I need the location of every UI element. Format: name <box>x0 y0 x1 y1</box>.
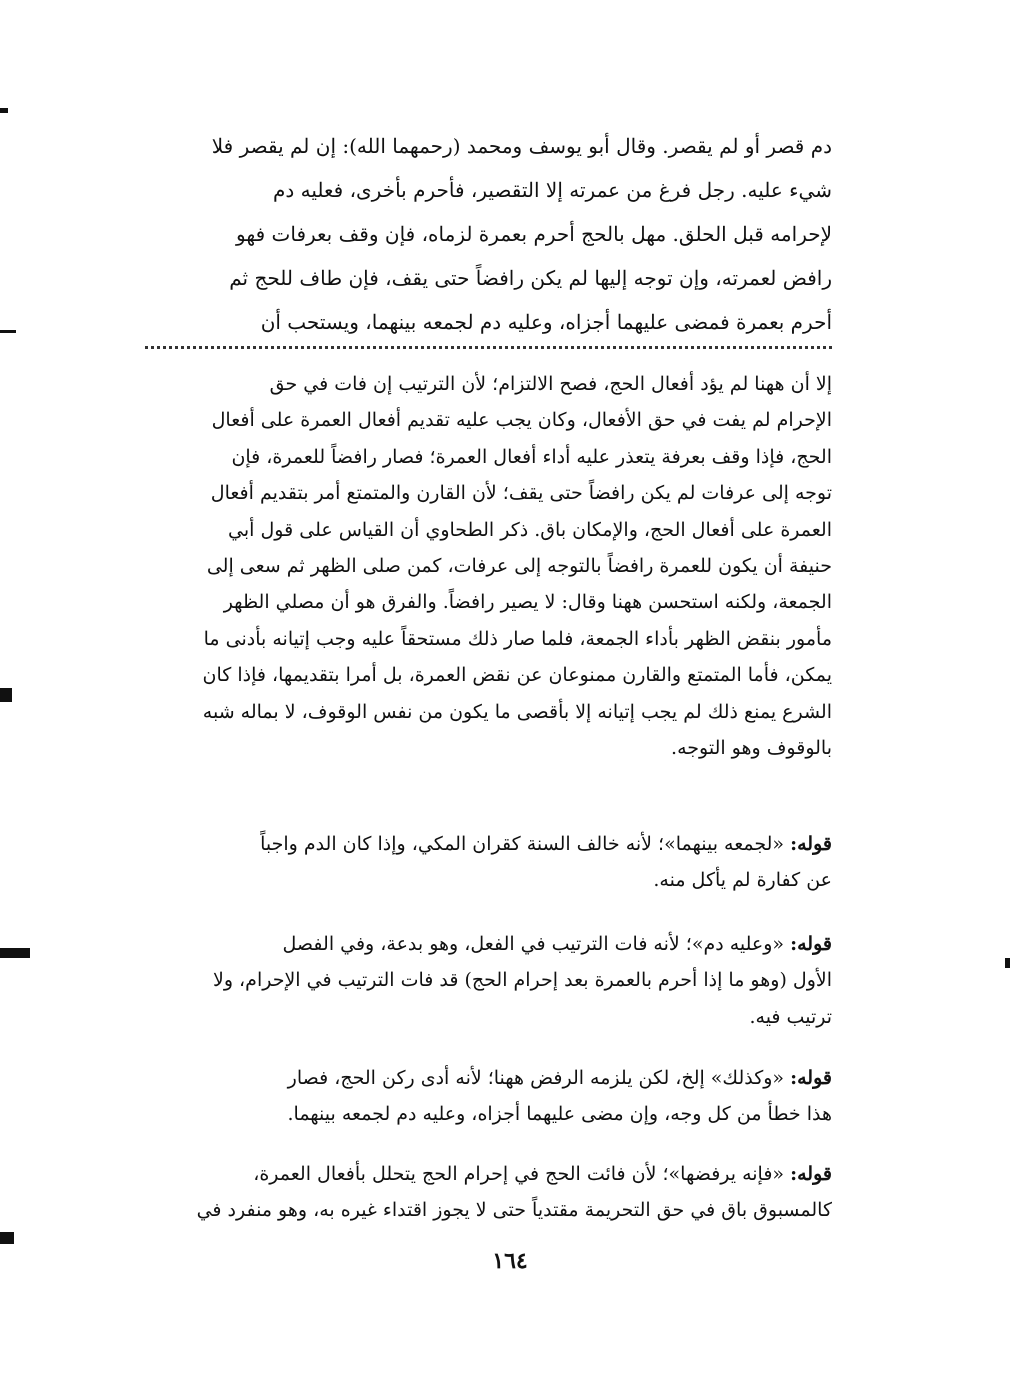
commentary-line: العمرة على أفعال الحج، والإمكان باق. ذكر الطحاوي أن القياس على قول أبي <box>228 518 832 541</box>
scan-mark <box>0 1232 14 1244</box>
scan-mark <box>0 948 30 958</box>
note-paragraph <box>138 826 832 899</box>
scan-mark <box>0 330 16 333</box>
commentary-line: إلا أن ههنا لم يؤد أفعال الحج، فصح الالتزام؛ لأن الترتيب إن فات في حق <box>269 373 832 395</box>
commentary-line: حنيفة أن يكون للعمرة رافضاً بالتوجه إلى عرفات، كمن صلى الظهر ثم سعى إلى <box>206 554 832 577</box>
note-line <box>138 1156 832 1192</box>
main-line: لإحرامه قبل الحلق. مهل بالحج أحرم بعمرة لزماه، فإن وقف بعرفات فهو <box>236 222 832 246</box>
note-line <box>138 826 832 862</box>
commentary-line: الإحرام لم يفت في حق الأفعال، وكان يجب عليه تقديم أفعال العمرة على أفعال <box>211 409 832 432</box>
dotted-separator <box>145 346 832 352</box>
note-line: الأول (وهو ما إذا أحرم بالعمرة بعد إحرام الحج) قد فات الترتيب في الإحرام، ولا <box>213 969 832 992</box>
note-text: «فإنه يرفضها»؛ لأن فائت الحج في إحرام الحج يتحلل بأفعال العمرة، <box>253 1163 785 1185</box>
main-line: أحرم بعمرة فمضى عليهما أجزاه، وعليه دم لجمعه بينهما، ويستحب أن <box>260 310 832 334</box>
commentary-line: الشرع يمنع ذلك لم يجب إتيانه إلا بأقصى ما يكون من نفس الوقوف، لا بماله شبه <box>202 700 832 723</box>
commentary-line: توجه إلى عرفات لم يكن رافضاً حتى يقف؛ لأن القارن والمتمتع أمر بتقديم أفعال <box>210 482 832 505</box>
note-line: عن كفارة لم يأكل منه. <box>653 869 832 892</box>
note-line: كالمسبوق باق في حق التحريمة مقتدياً حتى لا يجوز اقتداء غيره به، وهو منفرد في <box>196 1199 832 1222</box>
note-line: هذا خطأ من كل وجه، وإن مضى عليهما أجزاه، وعليه دم لجمعه بينهما. <box>287 1103 832 1126</box>
main-line: دم قصر أو لم يقصر. وقال أبو يوسف ومحمد (رحمهما الله): إن لم يقصر فلا <box>211 134 832 158</box>
scan-mark <box>0 108 8 113</box>
note-line: ترتيب فيه. <box>749 1005 832 1028</box>
commentary-line: بالوقوف وهو التوجه. <box>671 736 832 759</box>
note-paragraph <box>138 926 832 1035</box>
scan-mark <box>0 688 12 702</box>
main-line: شيء عليه. رجل فرغ من عمرته إلا التقصير، فأحرم بأخرى، فعليه دم <box>272 178 832 202</box>
commentary-text <box>138 366 832 766</box>
note-keyword: قوله: <box>790 1163 832 1185</box>
note-line <box>138 926 832 962</box>
scan-mark <box>1005 958 1010 968</box>
note-text: «وعليه دم»؛ لأنه فات الترتيب في الفعل، وهو بدعة، وفي الفصل <box>282 933 785 955</box>
note-keyword: قوله: <box>790 933 832 955</box>
note-text: «لجمعه بينهما»؛ لأنه خالف السنة كقران المكي، وإذا كان الدم واجباً <box>260 833 785 855</box>
commentary-line: يمكن، فأما المتمتع والقارن ممنوعان عن نقض العمرة، بل أمرا بتقديمها، فإذا كان <box>202 664 832 687</box>
commentary-line: مأمور بنقض الظهر بأداء الجمعة، فلما صار ذلك مستحقاً عليه وجب إتيانه بأدنى ما <box>203 627 832 650</box>
note-keyword: قوله: <box>790 833 832 855</box>
note-text: «وكذلك» إلخ، لكن يلزمه الرفض ههنا؛ لأنه أدى ركن الحج، فصار <box>287 1067 785 1089</box>
main-text <box>138 124 832 344</box>
commentary-line: الحج، فإذا وقف بعرفة يتعذر عليه أداء أفعال العمرة؛ فصار رافضاً للعمرة، فإن <box>231 445 832 468</box>
commentary-line: الجمعة، ولكنه استحسن ههنا وقال: لا يصير رافضاً. والفرق هو أن مصلي الظهر <box>223 591 832 614</box>
page-number: ١٦٤ <box>492 1248 528 1274</box>
note-line <box>138 1060 832 1096</box>
note-paragraph <box>138 1156 832 1229</box>
main-line: رافض لعمرته، وإن توجه إليها لم يكن رافضاً حتى يقف، فإن طاف للحج ثم <box>229 266 832 290</box>
note-keyword: قوله: <box>790 1067 832 1089</box>
note-paragraph <box>138 1060 832 1133</box>
